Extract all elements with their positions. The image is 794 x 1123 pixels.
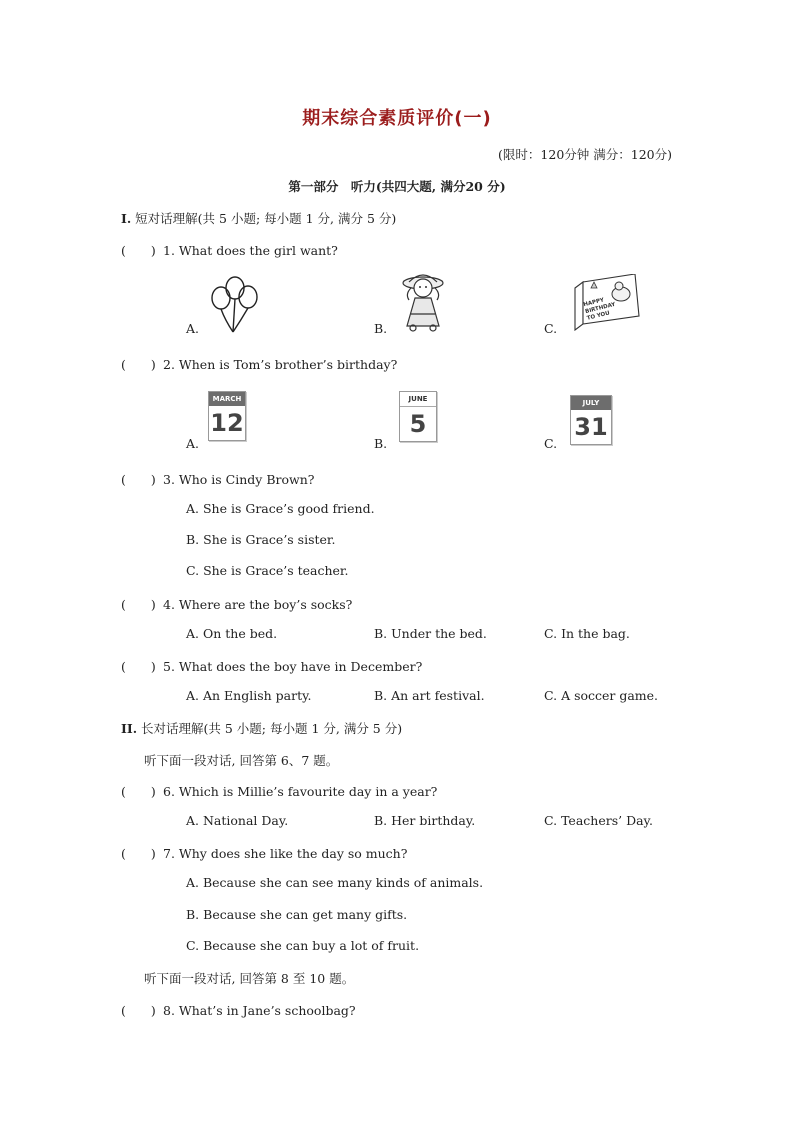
option-c: C. Teachers’ Day. — [544, 813, 653, 828]
question-text: 1. What does the girl want? — [163, 243, 338, 258]
option-c: C. A soccer game. — [544, 688, 659, 703]
question-5 — [121, 657, 422, 675]
option-a: A. She is Grace’s good friend. — [186, 501, 375, 516]
question-text: 5. What does the boy have in December? — [163, 659, 423, 674]
instruction-6-7: 听下面一段对话, 回答第 6、7 题。 — [144, 753, 339, 768]
option-c: C. She is Grace’s teacher. — [186, 563, 349, 578]
option-b: B. Because she can get many gifts. — [186, 907, 408, 922]
question-text: 7. Why does she like the day so much? — [163, 846, 408, 861]
calendar-march-12[interactable] — [208, 391, 246, 441]
option-c-label: C. — [544, 436, 558, 451]
option-c-label: C. — [544, 321, 558, 336]
section-2-heading — [121, 719, 402, 737]
option-c: C. Because she can buy a lot of fruit. — [186, 938, 420, 953]
option-b: B. She is Grace’s sister. — [186, 532, 336, 547]
question-7 — [121, 844, 407, 862]
question-text: 6. Which is Millie’s favourite day in a year? — [163, 784, 438, 799]
question-4 — [121, 595, 352, 613]
calendar-july-31[interactable] — [570, 395, 612, 445]
option-c: C. In the bag. — [544, 626, 630, 641]
question-6 — [121, 782, 437, 800]
question-text: 4. Where are the boy’s socks? — [163, 597, 353, 612]
calendar-day: 12 — [210, 409, 244, 437]
option-a: A. Because she can see many kinds of animals. — [186, 875, 484, 890]
answer-blank[interactable]: ( ) — [121, 1003, 156, 1018]
option-b-label: B. — [374, 321, 388, 336]
option-a-label: A. — [186, 436, 200, 451]
option-a: A. On the bed. — [186, 626, 278, 641]
question-2 — [121, 355, 397, 373]
calendar-day: 31 — [574, 413, 608, 441]
instruction-8-10: 听下面一段对话, 回答第 8 至 10 题。 — [144, 971, 355, 986]
option-b: B. Under the bed. — [374, 626, 487, 641]
section-2-number: II. — [121, 721, 138, 736]
calendar-day: 5 — [409, 410, 427, 438]
answer-blank[interactable]: ( ) — [121, 784, 156, 799]
card-text: HAPPY BIRTHDAY TO YOU — [582, 297, 617, 322]
time-limit: (限时：120分钟 满分：120分) — [498, 147, 672, 162]
section-1-text: 短对话理解(共 5 小题; 每小题 1 分, 满分 5 分) — [131, 211, 397, 226]
calendar-month: MARCH — [209, 392, 245, 406]
option-a-label: A. — [186, 321, 200, 336]
question-3 — [121, 470, 314, 488]
part-heading: 第一部分 听力(共四大题, 满分20 分) — [288, 179, 506, 194]
section-1-number: I. — [121, 211, 132, 226]
question-text: 2. When is Tom’s brother’s birthday? — [163, 357, 398, 372]
calendar-june-5[interactable] — [399, 391, 437, 442]
answer-blank[interactable]: ( ) — [121, 597, 156, 612]
page-title: 期末综合素质评价(一) — [302, 108, 492, 129]
option-a: A. National Day. — [186, 813, 289, 828]
question-8 — [121, 1001, 356, 1019]
section-2-text: 长对话理解(共 5 小题; 每小题 1 分, 满分 5 分) — [137, 721, 403, 736]
answer-blank[interactable]: ( ) — [121, 659, 156, 674]
option-a: A. An English party. — [186, 688, 312, 703]
option-b-label: B. — [374, 436, 388, 451]
answer-blank[interactable]: ( ) — [121, 243, 156, 258]
calendar-month: JUNE — [400, 392, 436, 407]
option-b: B. An art festival. — [374, 688, 485, 703]
birthday-card-icon[interactable] — [573, 274, 637, 324]
option-b: B. Her birthday. — [374, 813, 476, 828]
balloons-icon[interactable] — [205, 270, 261, 334]
answer-blank[interactable]: ( ) — [121, 846, 156, 861]
answer-blank[interactable]: ( ) — [121, 357, 156, 372]
doll-icon[interactable] — [397, 270, 449, 334]
question-text: 3. Who is Cindy Brown? — [163, 472, 315, 487]
calendar-month: JULY — [571, 396, 611, 410]
answer-blank[interactable]: ( ) — [121, 472, 156, 487]
question-text: 8. What’s in Jane’s schoolbag? — [163, 1003, 356, 1018]
question-1 — [121, 241, 338, 259]
section-1-heading — [121, 209, 396, 227]
